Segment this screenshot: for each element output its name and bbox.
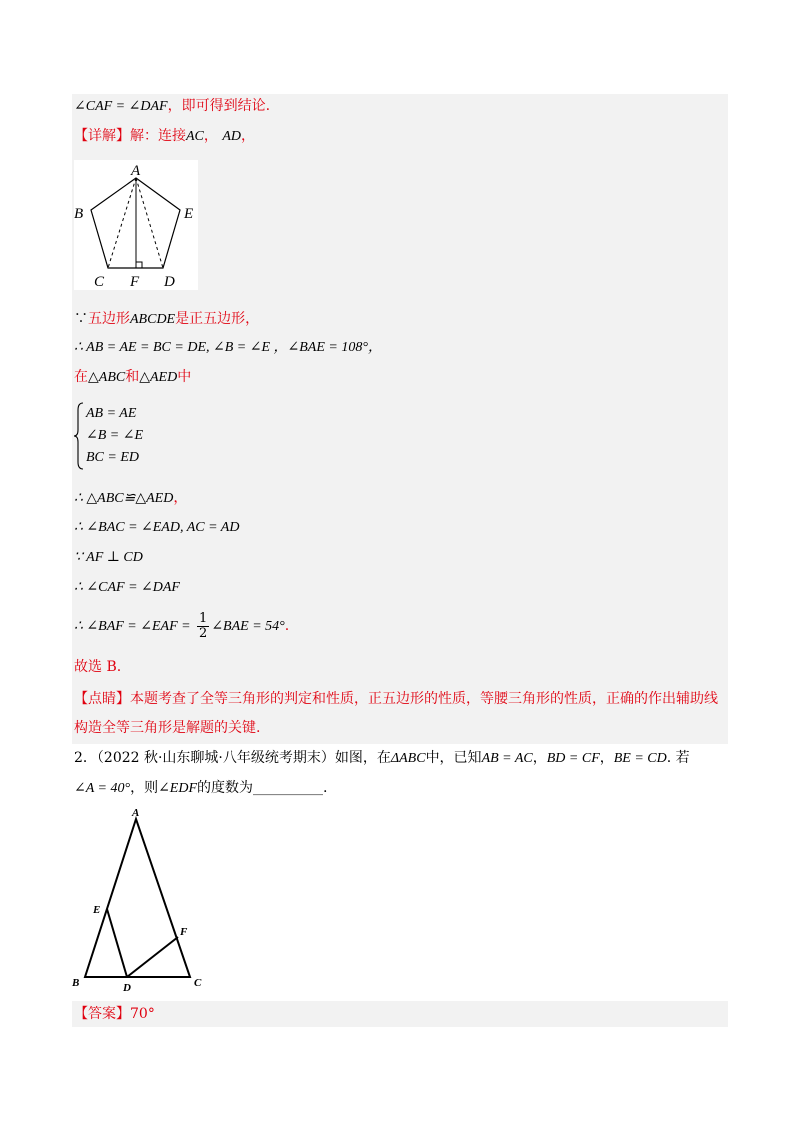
segment-ad: AD [222, 129, 242, 144]
system-row-2: ∠B = ∠E [86, 428, 144, 443]
question-2-intro: 2．（2022 秋·山东聊城·八年级统考期末）如图，在 [74, 750, 391, 766]
and-word: 和 [125, 369, 140, 385]
answer-line [74, 1004, 155, 1024]
left-brace-icon [74, 402, 84, 470]
pentagon-name: ABCDE [130, 312, 176, 327]
question-2-blank: 的度数为__________. [197, 780, 328, 796]
vertex-label-b: B [74, 206, 84, 222]
answer-background [72, 1001, 728, 1027]
system-row-3: BC = ED [86, 450, 139, 465]
pentagon-figure [74, 160, 198, 290]
fraction-one-half [197, 612, 209, 641]
baf-suffix: ∠BAE = 54° [211, 619, 285, 634]
triangle-aed: △AED [139, 370, 178, 385]
comment-tag: 【点睛】 [74, 691, 130, 707]
comma: ， [203, 128, 218, 144]
conclusion-line [74, 96, 270, 117]
vertex-label-c: C [94, 274, 105, 290]
caf-daf-line: ∴ ∠CAF = ∠DAF [74, 580, 180, 595]
answer-tag: 【答案】 [74, 1006, 130, 1022]
detail-text: 解：连接 [130, 128, 186, 144]
detail-line [74, 126, 255, 147]
triangle-abc: △ABC [88, 370, 126, 385]
fraction-denominator: 2 [199, 625, 208, 641]
segment-ac: AC [186, 129, 204, 144]
pentagon-prefix: 五边形 [88, 311, 130, 327]
in-triangles-line [74, 367, 191, 388]
condition-bd-cf: BD = CF [546, 751, 600, 766]
vertex-label-e: E [184, 206, 194, 222]
vertex-label-f: F [180, 926, 188, 938]
pentagon-statement [74, 309, 259, 330]
period: . [284, 618, 290, 634]
choose-answer: 故选 B. [74, 659, 122, 675]
baf-prefix: ∴ ∠BAF = ∠EAF = [74, 619, 191, 634]
comma: ， [532, 750, 547, 766]
baf-result-line [74, 610, 289, 643]
condition-ab-ac: AB = AC [481, 751, 533, 766]
vertex-label-f: F [130, 274, 140, 290]
comment-line-2: 构造全等三角形是解题的关键. [74, 720, 261, 736]
vertex-label-a: A [132, 807, 140, 819]
perpendicular-line: ∵ AF ⊥ CD [74, 550, 143, 565]
answer-value: 70° [130, 1006, 155, 1022]
question-2-then: ，则 [130, 780, 159, 796]
condition-be-cd: BE = CD [613, 751, 667, 766]
comment-line-1 [74, 689, 718, 709]
vertex-label-d: D [164, 274, 175, 290]
vertex-label-e: E [93, 904, 101, 916]
detail-tag: 【详解】 [74, 128, 130, 144]
equal-angles-line: ∴ ∠BAC = ∠EAD, AC = AD [74, 520, 240, 535]
comma: ， [173, 490, 188, 506]
angle-caf-daf: ∠CAF = ∠DAF [74, 99, 168, 114]
question-2-line-1 [74, 748, 690, 769]
pentagon-suffix: 是正五边形， [175, 311, 260, 327]
comma: ， [599, 750, 614, 766]
in-suffix: 中 [177, 369, 192, 385]
question-2-line-2 [74, 778, 327, 799]
vertex-label-c: C [194, 977, 202, 989]
comment-text-1: 本题考查了全等三角形的判定和性质，正五边形的性质，等腰三角形的性质，正确的作出辅助线 [130, 691, 718, 707]
question-2-given: 中，已知 [425, 750, 482, 766]
in-prefix: 在 [74, 369, 88, 385]
because-symbol: ∵ [74, 311, 88, 327]
triangle-abc: ΔABC [390, 751, 426, 766]
question-2-if: . 若 [666, 750, 690, 766]
congruence-line [74, 488, 187, 509]
angle-a-40: ∠A = 40° [74, 781, 131, 796]
comma: ， [241, 128, 256, 144]
vertex-label-a: A [131, 163, 141, 179]
vertex-label-d: D [123, 982, 131, 994]
congruence-statement: ∴ △ABC≌△AED [74, 491, 174, 506]
angle-edf: ∠EDF [158, 781, 198, 796]
vertex-label-b: B [72, 977, 80, 989]
triangle-figure [70, 805, 210, 995]
conclusion-text: ，即可得到结论. [167, 98, 271, 114]
system-row-1: AB = AE [86, 406, 137, 421]
fraction-numerator: 1 [199, 610, 208, 626]
equal-sides-line: ∴ AB = AE = BC = DE, ∠B = ∠E ，∠BAE = 108°， [74, 340, 382, 355]
